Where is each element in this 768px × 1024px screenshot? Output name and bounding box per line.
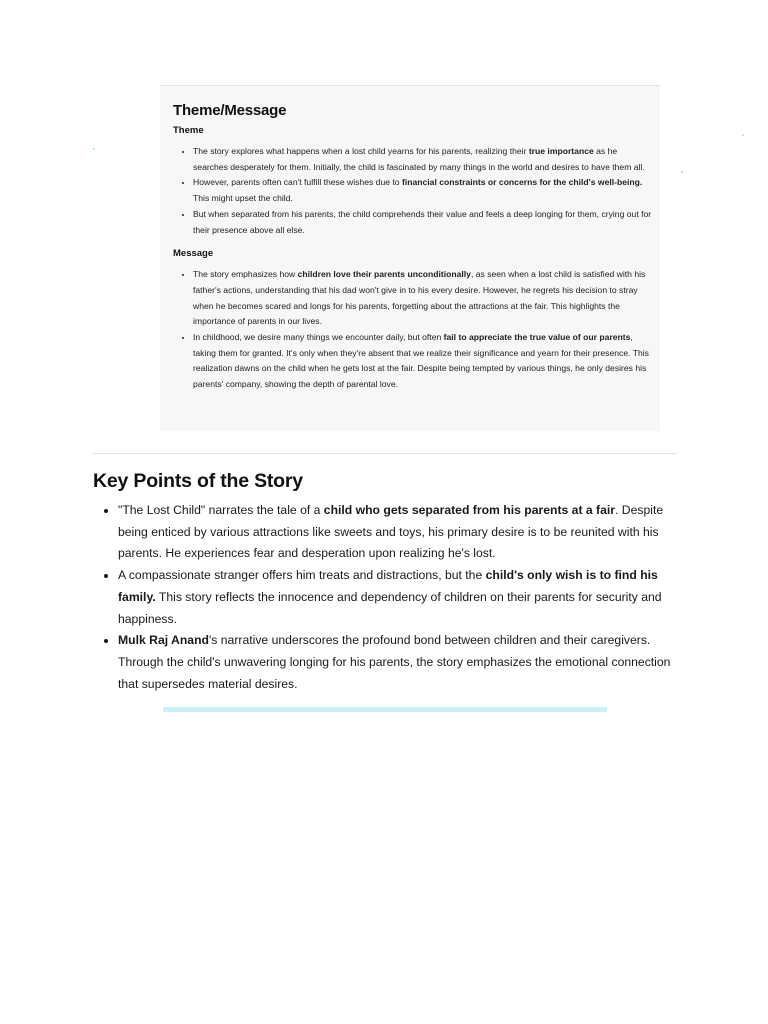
- list-item: [118, 565, 683, 630]
- text: However, parents often can't fulfill these wishes due to: [193, 177, 402, 188]
- text: 's narrative underscores the profound bond between children and their caregivers. Through the child's unwavering longing for his parents, the story emphasizes the emotional connection that supersedes material desires.: [118, 633, 671, 691]
- theme-list: [173, 144, 653, 238]
- bold-text: financial constraints or concerns for the child's well-being.: [401, 177, 643, 188]
- theme-heading: Theme: [173, 125, 204, 136]
- bold-text: fail to appreciate the true value of our parents: [443, 332, 631, 343]
- list-item: [193, 267, 653, 330]
- key-points-list: [93, 500, 683, 695]
- list-item: [118, 500, 683, 565]
- text: This might upset the child.: [193, 193, 293, 204]
- bold-text: Mulk Raj Anand: [118, 633, 209, 648]
- text: A compassionate stranger offers him treats and distractions, but the: [118, 568, 486, 583]
- text: The story explores what happens when a lost child yearns for his parents, realizing their: [193, 146, 529, 156]
- text: This story reflects the innocence and dependency of children on their parents for security and happiness.: [118, 589, 662, 626]
- list-item: [193, 175, 653, 206]
- message-list: [173, 267, 653, 393]
- text: "The Lost Child" narrates the tale of a: [118, 503, 324, 517]
- text: In childhood, we desire many things we encounter daily, but often: [193, 332, 444, 343]
- list-item: [118, 630, 683, 695]
- decorative-speck: [742, 134, 744, 136]
- text: The story emphasizes how: [193, 269, 298, 280]
- highlight-bar: [163, 707, 607, 712]
- decorative-speck: [93, 148, 95, 150]
- list-item: [193, 207, 653, 238]
- list-item: [193, 330, 653, 393]
- text: But when separated from his parents, the child comprehends their value and feels a deep longing for them, crying out for their presence above all else.: [193, 208, 652, 235]
- theme-message-title: Theme/Message: [173, 102, 287, 119]
- text: , as seen when a lost child is satisfied with his father's actions, understanding that his dad won't give in to his every desire. However, he regrets his decision to stray when he becomes scared and longs for his parents, forgetting about the attractions at the fair. This highlights the importance of parents in our lives.: [193, 269, 646, 327]
- text: as he searches desperately for them. Initially, the child is fascinated by many things in the world and desires to have them all.: [193, 146, 645, 172]
- text: , taking them for granted. It's only when they're absent that we realize their significance and yearn for their presence. This realization dawns on the child when he gets lost at the fair. Despite being tempted by various things, he only desires his parents' company, showing the depth of parental love.: [193, 332, 649, 390]
- section-divider: [92, 453, 677, 454]
- theme-message-content: [173, 102, 653, 393]
- theme-message-screenshot: [160, 85, 660, 431]
- list-item: [193, 144, 653, 175]
- message-heading: Message: [173, 248, 214, 260]
- bold-text: child who gets separated from his parents at a fair: [323, 503, 616, 517]
- bold-text: children love their parents unconditionally: [297, 269, 471, 280]
- key-points-title: Key Points of the Story: [93, 470, 303, 492]
- bold-text: child's only wish is to find his family.: [118, 568, 658, 604]
- decorative-speck: [681, 171, 683, 173]
- text: . Despite being enticed by various attractions like sweets and toys, his primary desire is to be reunited with his parents. He experiences fear and desperation upon realizing he's lost.: [118, 503, 664, 561]
- bold-text: true importance: [528, 146, 594, 156]
- key-points-section: [93, 470, 683, 695]
